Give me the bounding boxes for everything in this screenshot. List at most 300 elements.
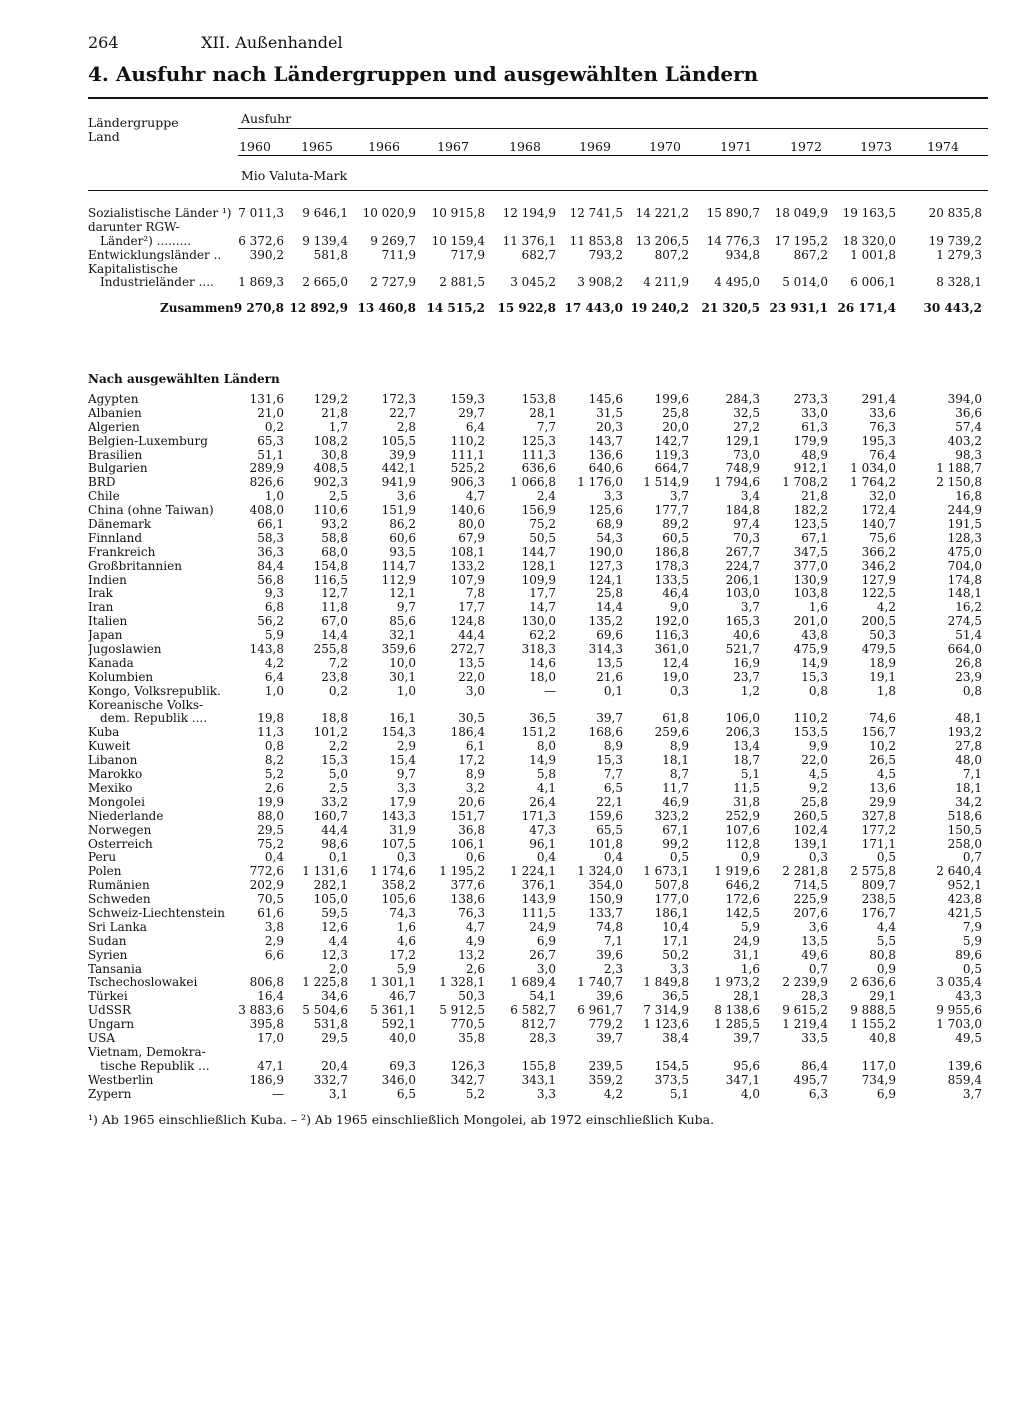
- cell-1971: 646,2: [725, 878, 760, 893]
- cell-1966: 2 727,9: [370, 275, 416, 290]
- cell-1965: 408,5: [313, 461, 348, 476]
- cell-1974: 244,9: [947, 503, 982, 518]
- row-label-line: Albanien: [88, 406, 142, 420]
- cell-1967: 525,2: [450, 461, 485, 476]
- cell-1970: 186,8: [654, 544, 689, 559]
- cell-1960: 6,4: [264, 669, 284, 684]
- cell-1969: 39,7: [596, 711, 623, 726]
- cell-1966: 1,0: [396, 683, 416, 698]
- table-row: [88, 532, 988, 546]
- table-row: [88, 865, 988, 879]
- cell-1965: 101,2: [313, 725, 348, 740]
- cell-1974: 421,5: [947, 905, 982, 920]
- cell-1969: 150,9: [588, 892, 623, 907]
- cell-1972: 25,8: [801, 794, 828, 809]
- row-label: [88, 393, 236, 407]
- cell-1973: 327,8: [861, 808, 896, 823]
- cell-1974: 43,3: [955, 989, 982, 1004]
- cell-1970: 0,3: [669, 683, 689, 698]
- cell-1970: 50,2: [662, 947, 689, 962]
- cell-1973: 156,7: [861, 725, 896, 740]
- cell-1965: 12,6: [321, 919, 348, 934]
- cell-1970: 17,1: [662, 933, 689, 948]
- cell-1960: 51,1: [257, 447, 284, 462]
- cell-1970: 119,3: [654, 447, 689, 462]
- cell-1973: 2 575,8: [850, 864, 896, 879]
- table-row: [88, 587, 988, 601]
- cell-1974: 51,4: [955, 628, 982, 643]
- cell-1966: 2,8: [396, 419, 416, 434]
- cell-1973: 76,3: [869, 419, 896, 434]
- total-cell-1970: 19 240,2: [630, 300, 689, 315]
- cell-1967: 5,2: [465, 1086, 485, 1101]
- cell-1969: 8,9: [603, 739, 623, 754]
- cell-1965: 105,0: [313, 892, 348, 907]
- row-label: [88, 407, 236, 421]
- cell-1971: 27,2: [733, 419, 760, 434]
- cell-1966: 143,3: [381, 808, 416, 823]
- cell-1967: 3,0: [465, 683, 485, 698]
- cell-1970: 11,7: [662, 780, 689, 795]
- page-number: 264: [88, 33, 119, 52]
- cell-1969: 25,8: [596, 586, 623, 601]
- table-row: [88, 1004, 988, 1018]
- table-row: [88, 263, 988, 291]
- cell-1972: 22,0: [801, 753, 828, 768]
- cell-1974: 48,1: [955, 711, 982, 726]
- cell-1971: 15 890,7: [706, 205, 760, 220]
- cell-1965: 9 139,4: [302, 233, 348, 248]
- cell-1971: 112,8: [725, 836, 760, 851]
- cell-1974: 475,0: [947, 544, 982, 559]
- cell-1966: 105,5: [381, 433, 416, 448]
- cell-1974: 5,9: [962, 933, 982, 948]
- cell-1968: 7,7: [536, 419, 556, 434]
- cell-1974: 20 835,8: [928, 205, 982, 220]
- cell-1966: 1 174,6: [370, 864, 416, 879]
- cell-1966: 5,9: [396, 961, 416, 976]
- cell-1973: 1,8: [876, 683, 896, 698]
- cell-1971: 934,8: [725, 247, 760, 262]
- cell-1971: 14 776,3: [706, 233, 760, 248]
- row-label-line: Algerien: [88, 420, 140, 434]
- cell-1966: 4,6: [396, 933, 416, 948]
- cell-1970: 323,2: [654, 808, 689, 823]
- cell-1960: 7 011,3: [238, 205, 284, 220]
- row-label: [88, 976, 236, 990]
- cell-1972: 475,9: [793, 642, 828, 657]
- cell-1972: 103,8: [793, 586, 828, 601]
- year-header-1970: 1970: [649, 139, 681, 154]
- table-row: [88, 601, 988, 615]
- cell-1969: 135,2: [588, 614, 623, 629]
- running-head: [88, 33, 343, 52]
- total-label: Zusammen: [160, 301, 234, 315]
- table-row: [88, 1018, 988, 1032]
- cell-1968: 109,9: [521, 572, 556, 587]
- cell-1967: 106,1: [450, 836, 485, 851]
- row-label-line: Frankreich: [88, 545, 156, 559]
- cell-1971: 142,5: [725, 905, 760, 920]
- cell-1970: 142,7: [654, 433, 689, 448]
- cell-1972: 67,1: [801, 530, 828, 545]
- cell-1969: 12 741,5: [569, 205, 623, 220]
- cell-1966: 358,2: [381, 878, 416, 893]
- total-cell-1965: 12 892,9: [289, 300, 348, 315]
- cell-1965: 154,8: [313, 558, 348, 573]
- cell-1973: 4,2: [876, 600, 896, 615]
- cell-1970: 178,3: [654, 558, 689, 573]
- table-row: [88, 740, 988, 754]
- cell-1968: 1 224,1: [510, 864, 556, 879]
- total-cell-1960: 9 270,8: [233, 300, 284, 315]
- row-label-line: Entwicklungsländer ..: [88, 248, 222, 262]
- cell-1973: 172,4: [861, 503, 896, 518]
- cell-1973: 177,2: [861, 822, 896, 837]
- cell-1968: 14,7: [529, 600, 556, 615]
- cell-1960: 289,9: [249, 461, 284, 476]
- cell-1969: 101,8: [588, 836, 623, 851]
- row-label-line: Irak: [88, 587, 113, 601]
- cell-1973: 32,0: [869, 489, 896, 504]
- cell-1965: 2,5: [328, 780, 348, 795]
- cell-1967: 17,7: [458, 600, 485, 615]
- cell-1966: 1 301,1: [370, 975, 416, 990]
- year-header-1974: 1974: [927, 139, 959, 154]
- table-row: [88, 462, 988, 476]
- cell-1972: 5 014,0: [782, 275, 828, 290]
- cell-1969: 640,6: [588, 461, 623, 476]
- cell-1960: 806,8: [249, 975, 284, 990]
- cell-1972: 912,1: [793, 461, 828, 476]
- cell-1972: 49,6: [801, 947, 828, 962]
- cell-1974: 0,5: [962, 961, 982, 976]
- row-label-line: tische Republik ...: [100, 1059, 210, 1073]
- cell-1966: 93,5: [389, 544, 416, 559]
- cell-1966: 151,9: [381, 503, 416, 518]
- cell-1960: 65,3: [257, 433, 284, 448]
- cell-1967: 124,8: [450, 614, 485, 629]
- cell-1969: 3,3: [603, 489, 623, 504]
- row-label-line: Bulgarien: [88, 462, 148, 476]
- cell-1971: 95,6: [733, 1058, 760, 1073]
- cell-1971: 5,9: [740, 919, 760, 934]
- cell-1972: 33,0: [801, 405, 828, 420]
- row-label-line: Kolumbien: [88, 670, 154, 684]
- cell-1974: 704,0: [947, 558, 982, 573]
- cell-1973: 1 764,2: [850, 475, 896, 490]
- cell-1967: 342,7: [450, 1072, 485, 1087]
- cell-1973: 26,5: [869, 753, 896, 768]
- cell-1972: 1 219,4: [782, 1017, 828, 1032]
- cell-1973: 366,2: [861, 544, 896, 559]
- table-row: [88, 1088, 988, 1102]
- row-label-line: Länder²) .........: [100, 234, 192, 248]
- table-row: [88, 685, 988, 699]
- row-label-line: Ungarn: [88, 1018, 135, 1032]
- row-label-line: Kapitalistische: [88, 262, 178, 276]
- row-label-line: Mexiko: [88, 781, 133, 795]
- cell-1972: 102,4: [793, 822, 828, 837]
- row-label: [88, 1046, 236, 1074]
- cell-1960: 9,3: [264, 586, 284, 601]
- cell-1968: 75,2: [529, 517, 556, 531]
- table-row: [88, 629, 988, 643]
- cell-1970: 1 514,9: [643, 475, 689, 490]
- cell-1966: 40,0: [389, 1030, 416, 1045]
- cell-1970: 7 314,9: [643, 1003, 689, 1018]
- cell-1966: 3,6: [396, 489, 416, 504]
- row-label: [88, 963, 236, 977]
- cell-1969: 7,1: [603, 933, 623, 948]
- cell-1969: 793,2: [588, 247, 623, 262]
- cell-1969: 6,5: [603, 780, 623, 795]
- row-label-line: dem. Republik ....: [100, 712, 208, 726]
- cell-1960: 131,6: [249, 391, 284, 406]
- cell-1968: 1 689,4: [510, 975, 556, 990]
- cell-1973: 5,5: [876, 933, 896, 948]
- cell-1973: 1 034,0: [850, 461, 896, 476]
- cell-1967: 2 881,5: [439, 275, 485, 290]
- cell-1974: 1 703,0: [936, 1017, 982, 1032]
- cell-1968: 12 194,9: [502, 205, 556, 220]
- cell-1968: 11 376,1: [502, 233, 556, 248]
- cell-1971: 1,6: [740, 961, 760, 976]
- row-label: [88, 796, 236, 810]
- cell-1967: 377,6: [450, 878, 485, 893]
- cell-1970: 3,7: [669, 489, 689, 504]
- year-header-1968: 1968: [509, 139, 541, 154]
- table-row: [88, 504, 988, 518]
- cell-1971: 97,4: [733, 517, 760, 531]
- cell-1974: 57,4: [955, 419, 982, 434]
- cell-1971: 70,3: [733, 530, 760, 545]
- cell-1974: 859,4: [947, 1072, 982, 1087]
- cell-1968: 144,7: [521, 544, 556, 559]
- cell-1968: 318,3: [521, 642, 556, 657]
- row-label: [88, 574, 236, 588]
- cell-1972: 33,5: [801, 1030, 828, 1045]
- cell-1965: 332,7: [313, 1072, 348, 1087]
- cell-1974: 16,8: [955, 489, 982, 504]
- cell-1965: 15,3: [321, 753, 348, 768]
- cell-1970: 4 211,9: [643, 275, 689, 290]
- cell-1969: 3 908,2: [577, 275, 623, 290]
- cell-1965: 68,0: [321, 544, 348, 559]
- cell-1971: 1,2: [740, 683, 760, 698]
- cell-1973: 0,5: [876, 850, 896, 865]
- cell-1971: 206,3: [725, 725, 760, 740]
- cell-1972: 273,3: [793, 391, 828, 406]
- cell-1970: 19,0: [662, 669, 689, 684]
- cell-1960: 19,9: [257, 794, 284, 809]
- cell-1966: 22,7: [389, 405, 416, 420]
- ausfuhr-label: Ausfuhr: [241, 111, 292, 126]
- cell-1970: 361,0: [654, 642, 689, 657]
- cell-1965: 108,2: [313, 433, 348, 448]
- cell-1967: 10 159,4: [431, 233, 485, 248]
- cell-1967: 133,2: [450, 558, 485, 573]
- cell-1972: 0,7: [808, 961, 828, 976]
- cell-1960: —: [272, 1086, 284, 1101]
- cell-1967: 108,1: [450, 544, 485, 559]
- cell-1967: 0,6: [465, 850, 485, 865]
- cell-1970: 1 123,6: [643, 1017, 689, 1032]
- cell-1971: 11,5: [733, 780, 760, 795]
- cell-1971: 184,8: [725, 503, 760, 518]
- cell-1974: 258,0: [947, 836, 982, 851]
- cell-1972: 3,6: [808, 919, 828, 934]
- year-header-1972: 1972: [790, 139, 822, 154]
- cell-1972: 123,5: [793, 517, 828, 531]
- cell-1965: 902,3: [313, 475, 348, 490]
- table-row: [88, 699, 988, 727]
- cell-1968: 24,9: [529, 919, 556, 934]
- cell-1968: —: [544, 683, 556, 698]
- cell-1973: 809,7: [861, 878, 896, 893]
- cell-1974: 18,1: [955, 780, 982, 795]
- table-row: [88, 249, 988, 263]
- cell-1965: 110,6: [313, 503, 348, 518]
- cell-1965: 5,0: [328, 767, 348, 782]
- table-row: [88, 879, 988, 893]
- cell-1966: 9,7: [396, 767, 416, 782]
- cell-1971: 172,6: [725, 892, 760, 907]
- cell-1974: 7,9: [962, 919, 982, 934]
- cell-1966: 2,9: [396, 739, 416, 754]
- table-row: [88, 921, 988, 935]
- cell-1972: 201,0: [793, 614, 828, 629]
- cell-1970: 133,5: [654, 572, 689, 587]
- cell-1965: 129,2: [313, 391, 348, 406]
- cell-1969: 1 740,7: [577, 975, 623, 990]
- cell-1970: 1 673,1: [643, 864, 689, 879]
- cell-1970: 20,0: [662, 419, 689, 434]
- cell-1972: 495,7: [793, 1072, 828, 1087]
- cell-1973: 6 006,1: [850, 275, 896, 290]
- row-label: [88, 504, 236, 518]
- cell-1965: 255,8: [313, 642, 348, 657]
- cell-1973: 19 163,5: [842, 205, 896, 220]
- row-label-line: Norwegen: [88, 823, 152, 837]
- cell-1971: 31,1: [733, 947, 760, 962]
- cell-1974: 49,5: [955, 1030, 982, 1045]
- cell-1970: 13 206,5: [635, 233, 689, 248]
- row-label: [88, 921, 236, 935]
- cell-1966: 15,4: [389, 753, 416, 768]
- row-label: [88, 476, 236, 490]
- row-label-line: Österreich: [88, 837, 153, 851]
- table-row: [88, 393, 988, 407]
- row-label-line: Sudan: [88, 934, 127, 948]
- row-label: [88, 699, 236, 727]
- cell-1960: 16,4: [257, 989, 284, 1004]
- cell-1969: 127,3: [588, 558, 623, 573]
- cell-1960: 5,9: [264, 628, 284, 643]
- cell-1960: 17,0: [257, 1030, 284, 1045]
- cell-1967: 2,6: [465, 961, 485, 976]
- cell-1973: 18,9: [869, 655, 896, 670]
- table-row: [88, 671, 988, 685]
- cell-1971: 165,3: [725, 614, 760, 629]
- cell-1965: 0,2: [328, 683, 348, 698]
- cell-1966: 172,3: [381, 391, 416, 406]
- cell-1969: 14,4: [596, 600, 623, 615]
- cell-1967: 10 915,8: [431, 205, 485, 220]
- cell-1969: 0,4: [603, 850, 623, 865]
- cell-1965: 2,0: [328, 961, 348, 976]
- table-row: [88, 476, 988, 490]
- cell-1960: 88,0: [257, 808, 284, 823]
- cell-1972: 2 281,8: [782, 864, 828, 879]
- row-label-line: Syrien: [88, 948, 128, 962]
- table-row: [88, 851, 988, 865]
- table-row: [88, 574, 988, 588]
- year-header-1965: 1965: [301, 139, 333, 154]
- cell-1970: 46,9: [662, 794, 689, 809]
- row-label-line: Sozialistische Länder ¹): [88, 207, 232, 220]
- cell-1966: 17,2: [389, 947, 416, 962]
- row-label: [88, 1074, 236, 1088]
- row-label-line: Kuba: [88, 726, 120, 740]
- cell-1965: 4,4: [328, 933, 348, 948]
- cell-1972: 207,6: [793, 905, 828, 920]
- total-cell-1972: 23 931,1: [769, 300, 828, 315]
- cell-1972: 9,2: [808, 780, 828, 795]
- cell-1965: 12,3: [321, 947, 348, 962]
- table-row: [88, 546, 988, 560]
- cell-1967: 13,2: [458, 947, 485, 962]
- cell-1974: 2 150,8: [936, 475, 982, 490]
- cell-1968: 125,3: [521, 433, 556, 448]
- cell-1965: 1,7: [328, 419, 348, 434]
- cell-1967: 20,6: [458, 794, 485, 809]
- cell-1973: 346,2: [861, 558, 896, 573]
- cell-1974: 2 640,4: [936, 864, 982, 879]
- cell-1971: 267,7: [725, 544, 760, 559]
- cell-1974: 128,3: [947, 530, 982, 545]
- row-label-line: Italien: [88, 615, 128, 629]
- cell-1968: 96,1: [529, 836, 556, 851]
- table-row: [88, 560, 988, 574]
- cell-1966: 17,9: [389, 794, 416, 809]
- cell-1972: 21,8: [801, 489, 828, 504]
- head-bottom-rule: [88, 190, 988, 191]
- row-label-line: Mongolei: [88, 795, 145, 809]
- cell-1973: 140,7: [861, 517, 896, 531]
- cell-1967: 22,0: [458, 669, 485, 684]
- cell-1971: 347,1: [725, 1072, 760, 1087]
- cell-1973: 2 636,6: [850, 975, 896, 990]
- cell-1968: 26,4: [529, 794, 556, 809]
- row-label: [88, 207, 236, 221]
- row-label: [88, 824, 236, 838]
- cell-1971: 3,7: [740, 600, 760, 615]
- cell-1974: 150,5: [947, 822, 982, 837]
- cell-1967: 76,3: [458, 905, 485, 920]
- cell-1966: 592,1: [381, 1017, 416, 1032]
- cell-1971: 13,4: [733, 739, 760, 754]
- cell-1971: 40,6: [733, 628, 760, 643]
- row-label: [88, 754, 236, 768]
- cell-1968: 153,8: [521, 391, 556, 406]
- table-row: [88, 768, 988, 782]
- cell-1967: 4,7: [465, 919, 485, 934]
- cell-1967: 6,4: [465, 419, 485, 434]
- cell-1966: 60,6: [389, 530, 416, 545]
- cell-1971: 206,1: [725, 572, 760, 587]
- cell-1969: 22,1: [596, 794, 623, 809]
